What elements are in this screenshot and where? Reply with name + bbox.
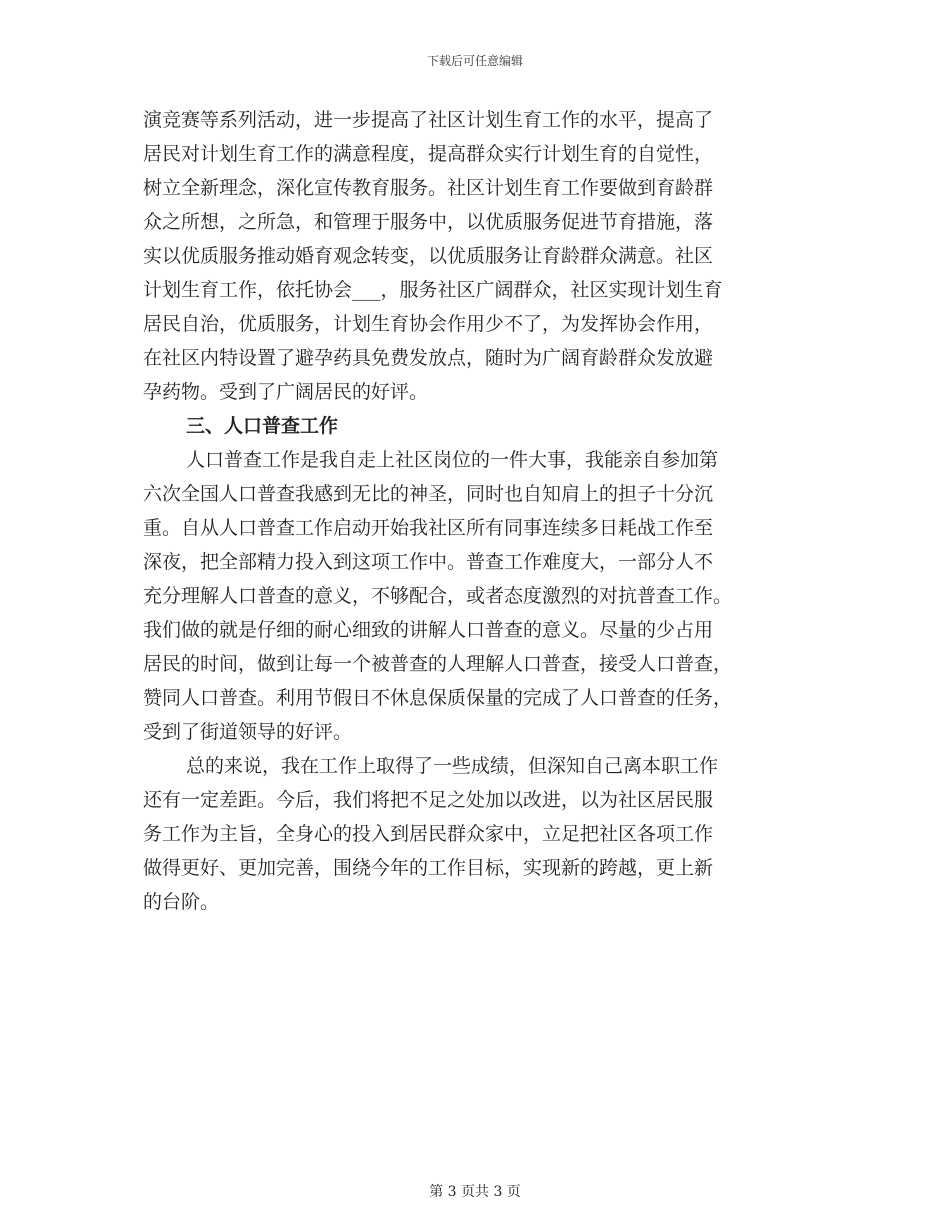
paragraph-census (143, 443, 813, 749)
text-line: 居民的时间，做到让每一个被普查的人理解人口普查，接受人口普查， (143, 653, 733, 675)
text-line: 实以优质服务推动婚育观念转变，以优质服务让育龄群众满意。社区 (143, 245, 714, 267)
text-line: 居民对计划生育工作的满意程度，提高群众实行计划生育的自觉性， (143, 143, 714, 165)
text-line: 孕药物。受到了广阔居民的好评。 (143, 381, 429, 403)
document-body (143, 103, 813, 919)
text-line: 演竞赛等系列活动，进一步提高了社区计划生育工作的水平，提高了 (143, 109, 714, 131)
page-number: 第 3 页共 3 页 (429, 1184, 521, 1200)
text-line: 我们做的就是仔细的耐心细致的讲解人口普查的意义。尽量的少占用 (143, 619, 714, 641)
text-line: 树立全新理念，深化宣传教育服务。社区计划生育工作要做到育龄群 (143, 177, 714, 199)
text-line: 众之所想，之所急，和管理于服务中，以优质服务促进节育措施，落 (143, 211, 714, 233)
text-line: 充分理解人口普查的意义，不够配合，或者态度激烈的对抗普查工作。 (143, 585, 733, 607)
paragraph-summary (143, 749, 813, 919)
text-line: 务工作为主旨，全身心的投入到居民群众家中，立足把社区各项工作 (143, 823, 714, 845)
text-line: 做得更好、更加完善，围绕今年的工作目标，实现新的跨越，更上新 (143, 857, 714, 879)
text-line: 六次全国人口普查我感到无比的神圣，同时也自知肩上的担子十分沉 (143, 483, 714, 505)
text-line: 的台阶。 (143, 891, 220, 913)
text-line: 赞同人口普查。利用节假日不休息保质保量的完成了人口普查的任务， (143, 687, 733, 709)
text-line: 人口普查工作是我自走上社区岗位的一件大事，我能亲自参加第 (186, 449, 719, 471)
text-line: 深夜，把全部精力投入到这项工作中。普查工作难度大，一部分人不 (143, 551, 714, 573)
text-line: 受到了街道领导的好评。 (143, 721, 353, 743)
text-line: 居民自治，优质服务，计划生育协会作用少不了，为发挥协会作用， (143, 313, 714, 335)
text-line: 计划生育工作，依托协会___，服务社区广阔群众，社区实现计划生育 (143, 279, 723, 301)
text-line: 在社区内特设置了避孕药具免费发放点，随时为广阔育龄群众发放避 (143, 347, 714, 369)
text-line: 总的来说，我在工作上取得了一些成绩，但深知自己离本职工作 (186, 755, 719, 777)
text-line: 重。自从人口普查工作启动开始我社区所有同事连续多日耗战工作至 (143, 517, 714, 539)
text-line: 还有一定差距。今后，我们将把不足之处加以改进，以为社区居民服 (143, 789, 714, 811)
section-heading: 三、人口普查工作 (186, 415, 339, 437)
download-note: 下载后可任意编辑 (426, 54, 523, 68)
paragraph-family-planning (143, 103, 813, 409)
